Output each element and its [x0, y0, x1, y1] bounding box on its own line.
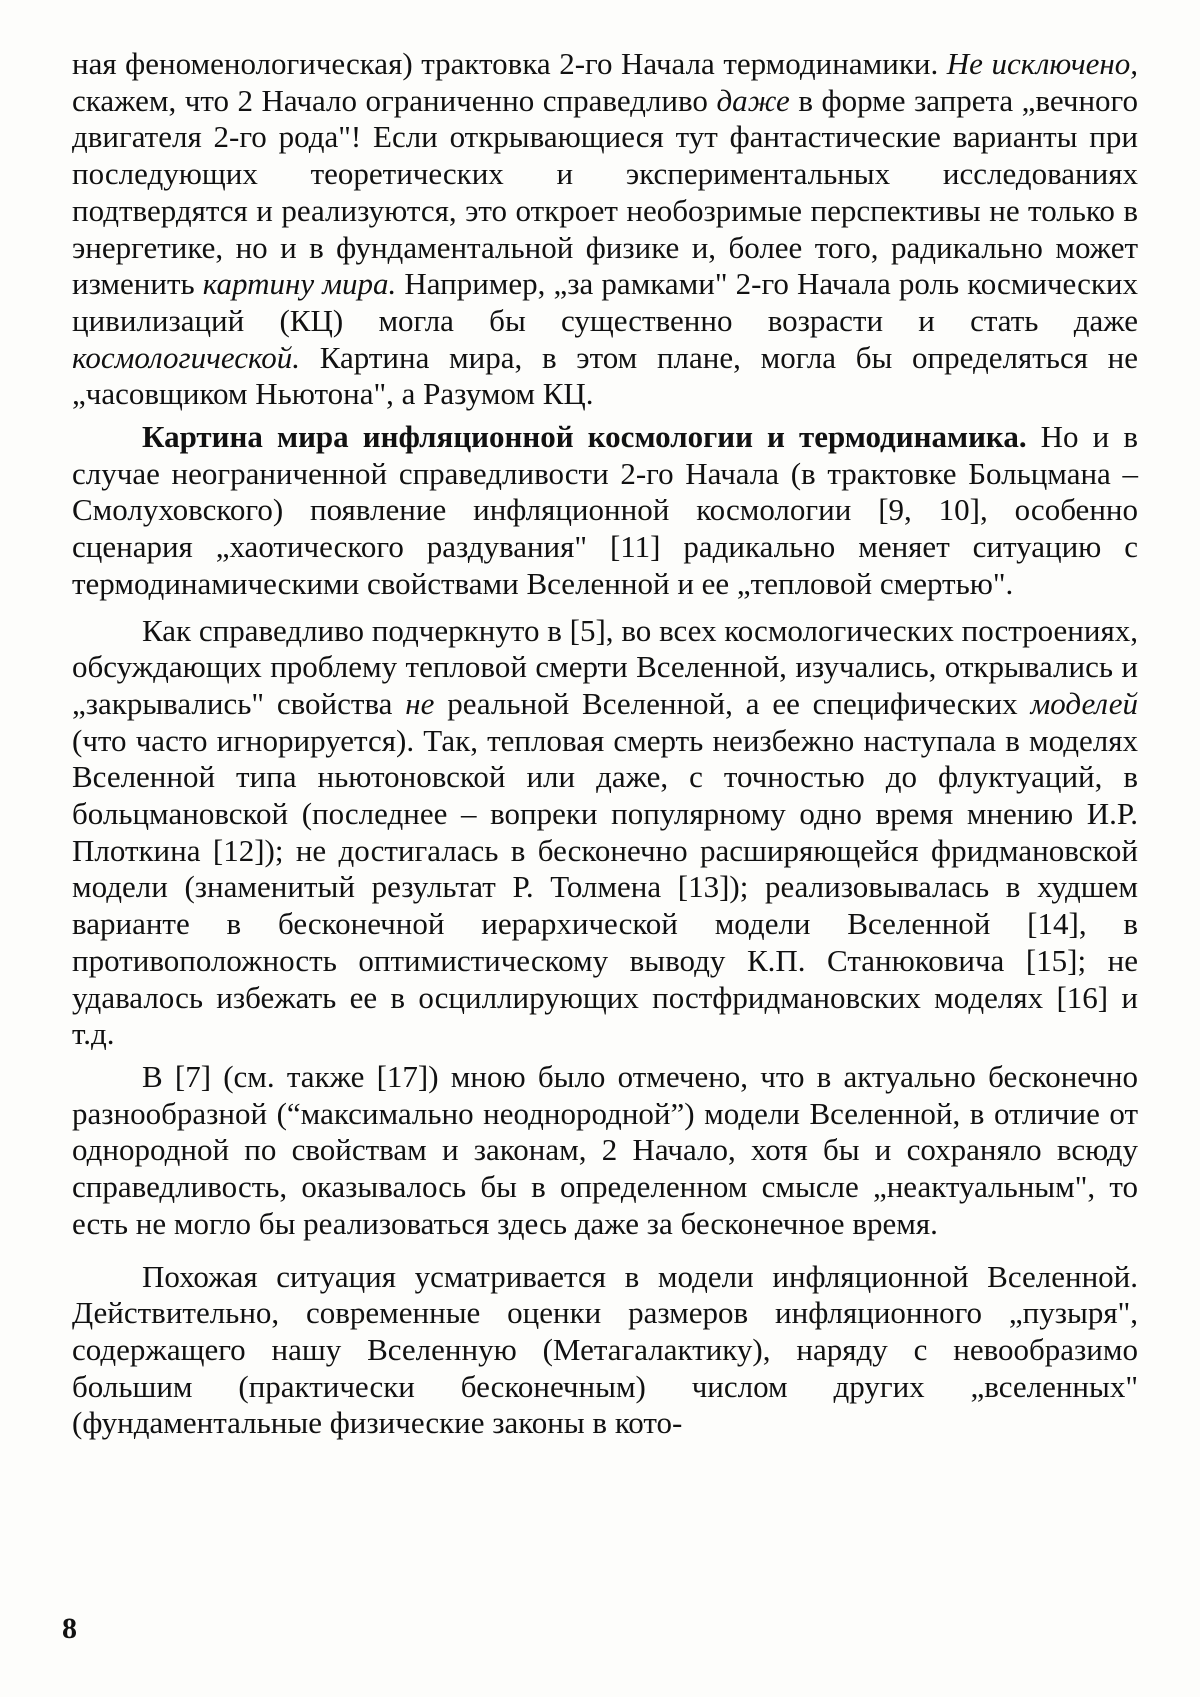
italic-emphasis: космологической.	[72, 339, 301, 375]
text-run: Как справедливо подчеркнуто в [5], во всех космологических построениях, обсуждающих проблему тепловой смерти Вселенной, изучались, открывались и „закрывались" свойства	[72, 612, 1138, 721]
italic-emphasis: не	[405, 685, 435, 721]
italic-emphasis: Не исключено,	[946, 46, 1139, 81]
bold-heading: Картина мира инфляционной космологии и термодинамика.	[142, 419, 1027, 455]
text-run: В [7] (см. также [17]) мною было отмечено, что в актуально бесконечно разнообразной (“максимально неоднородной”) модели Вселенной, в отличие от однородной по свойствам и законам, 2 Начало, хотя бы и сохраняло всюду справедливость, оказывалось бы в определенном смысле „неактуальным", то есть не могло бы реализоваться здесь даже за бесконечное время.	[72, 1058, 1138, 1241]
paragraph-3	[72, 613, 1138, 1053]
text-run: в форме запрета „вечного двигателя 2-го рода"! Если открывающиеся тут фантастические варианты при последующих теоретических и экспериментальных исследованиях подтвердятся и реализуются, это откроет необозримые перспективы не только в энергетике, но и в фундаментальной физике и, более того, радикально может изменить	[72, 82, 1138, 302]
text-run: (что часто игнорируется). Так, тепловая смерть неизбежно наступала в моделях Вселенной типа ньютоновской или даже, с точностью до флуктуаций, в больцмановской (последнее – вопреки популярному одно время мнению И.Р. Плоткина [12]); не достигалась в бесконечно расширяющейся фридмановской модели (знаменитый результат Р. Толмена [13]); реализовывалась в худшем варианте в бесконечной иерархической модели Вселенной [14], в противоположность оптимистическому выводу К.П. Станюковича [15]; не удавалось избежать ее в осциллирующих постфридмановских моделях [16] и т.д.	[72, 722, 1138, 1052]
text-run: Картина мира, в этом плане, могла бы определяться не „часовщиком Ньютона", а Разумом КЦ.	[72, 339, 1138, 412]
paragraph-2	[72, 419, 1138, 603]
text-run: реальной Вселенной, а ее специфических	[434, 685, 1031, 721]
italic-emphasis: моделей	[1030, 685, 1138, 721]
italic-emphasis: даже	[716, 82, 790, 118]
paragraph-5	[72, 1259, 1138, 1443]
text-run: скажем, что 2 Начало ограниченно справедливо	[72, 82, 717, 118]
text-run: Похожая ситуация усматривается в модели инфляционной Вселенной. Действительно, современные оценки размеров инфляционного „пузыря", содержащего нашу Вселенную (Метагалактику), наряду с невообразимо большим (практически бесконечным) числом других „вселенных" (фундаментальные физические законы в кото-	[72, 1258, 1138, 1441]
text-run: Например, „за рамками" 2-го Начала роль космических цивилизаций (КЦ) могла бы существенно возрасти и стать даже	[72, 266, 1138, 338]
page-text	[72, 46, 1138, 1442]
page-number: 8	[62, 1612, 77, 1645]
paragraph-1	[72, 46, 1138, 413]
italic-emphasis: картину мира.	[202, 266, 397, 302]
paragraph-4	[72, 1059, 1138, 1243]
text-run: Но и в случае неограниченной справедливости 2-го Начала (в трактовке Больцмана – Смолуховского) появление инфляционной космологии [9, 10], особенно сценария „хаотического раздувания" [11] радикально меняет ситуацию с термодинамическими свойствами Вселенной и ее „тепловой смертью".	[72, 419, 1138, 601]
text-run: ная феноменологическая) трактовка 2-го Начала термодинамики.	[72, 46, 947, 81]
